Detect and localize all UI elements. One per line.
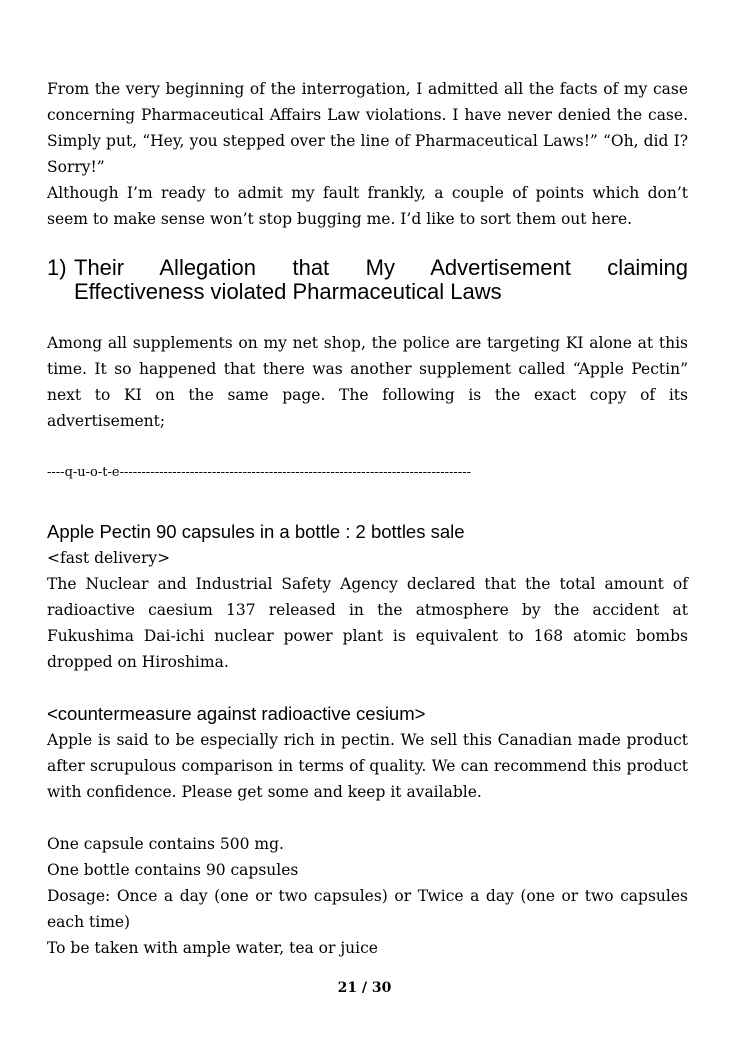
intro-section xyxy=(47,76,688,232)
product-description: Apple is said to be especially rich in pectin. We sell this Canadian made product after scrupulous comparison in terms of quality. We can recommend this product with confidence. Please get some and keep it available. xyxy=(47,731,688,801)
section-1-number: 1) xyxy=(47,255,67,280)
intro-paragraph-1: From the very beginning of the interrogation, I admitted all the facts of my case concerning Pharmaceutical Affairs Law violations. I have never denied the case. Simply put, “Hey, you stepped over the line of Pharmaceutical Laws!” “Oh, did I? Sorry!” xyxy=(47,80,688,176)
section-1-title xyxy=(74,256,688,304)
agency-statement: The Nuclear and Industrial Safety Agency declared that the total amount of radioactive caesium 137 released in the atmosphere by the accident at Fukushima Dai-ichi nuclear power plant is equivalent to 168 atomic bombs dropped on Hiroshima. xyxy=(47,575,688,671)
delivery-note: <fast delivery> xyxy=(47,549,171,567)
product-details xyxy=(47,831,688,961)
intro-paragraph-2: Although I’m ready to admit my fault frankly, a couple of points which don’t seem to make sense won’t stop bugging me. I’d like to sort them out here. xyxy=(47,184,688,228)
section-1-title-line-2: Effectiveness violated Pharmaceutical Laws xyxy=(74,279,502,304)
quote-marker: ----q-u-o-t-e-------------------------------------------------------------------------------- xyxy=(47,465,471,480)
detail-capsule-content: One capsule contains 500 mg. xyxy=(47,835,284,853)
document-page xyxy=(47,76,688,961)
detail-dosage: Dosage: Once a day (one or two capsules) or Twice a day (one or two capsules each time) xyxy=(47,887,688,931)
detail-bottle-content: One bottle contains 90 capsules xyxy=(47,861,299,879)
section-1-title-line-1: Their Allegation that My Advertisement claiming xyxy=(74,255,688,280)
detail-instructions: To be taken with ample water, tea or juice xyxy=(47,939,378,957)
section-1-heading xyxy=(47,256,688,304)
page-number: 21 / 30 xyxy=(337,980,392,996)
countermeasure-heading: <countermeasure against radioactive cesium> xyxy=(47,703,426,724)
section-1-body: Among all supplements on my net shop, the police are targeting KI alone at this time. It so happened that there was another supplement called “Apple Pectin” next to KI on the same page. The following is the exact copy of its advertisement; xyxy=(47,334,688,430)
product-title: Apple Pectin 90 capsules in a bottle : 2 bottles sale xyxy=(47,521,465,542)
